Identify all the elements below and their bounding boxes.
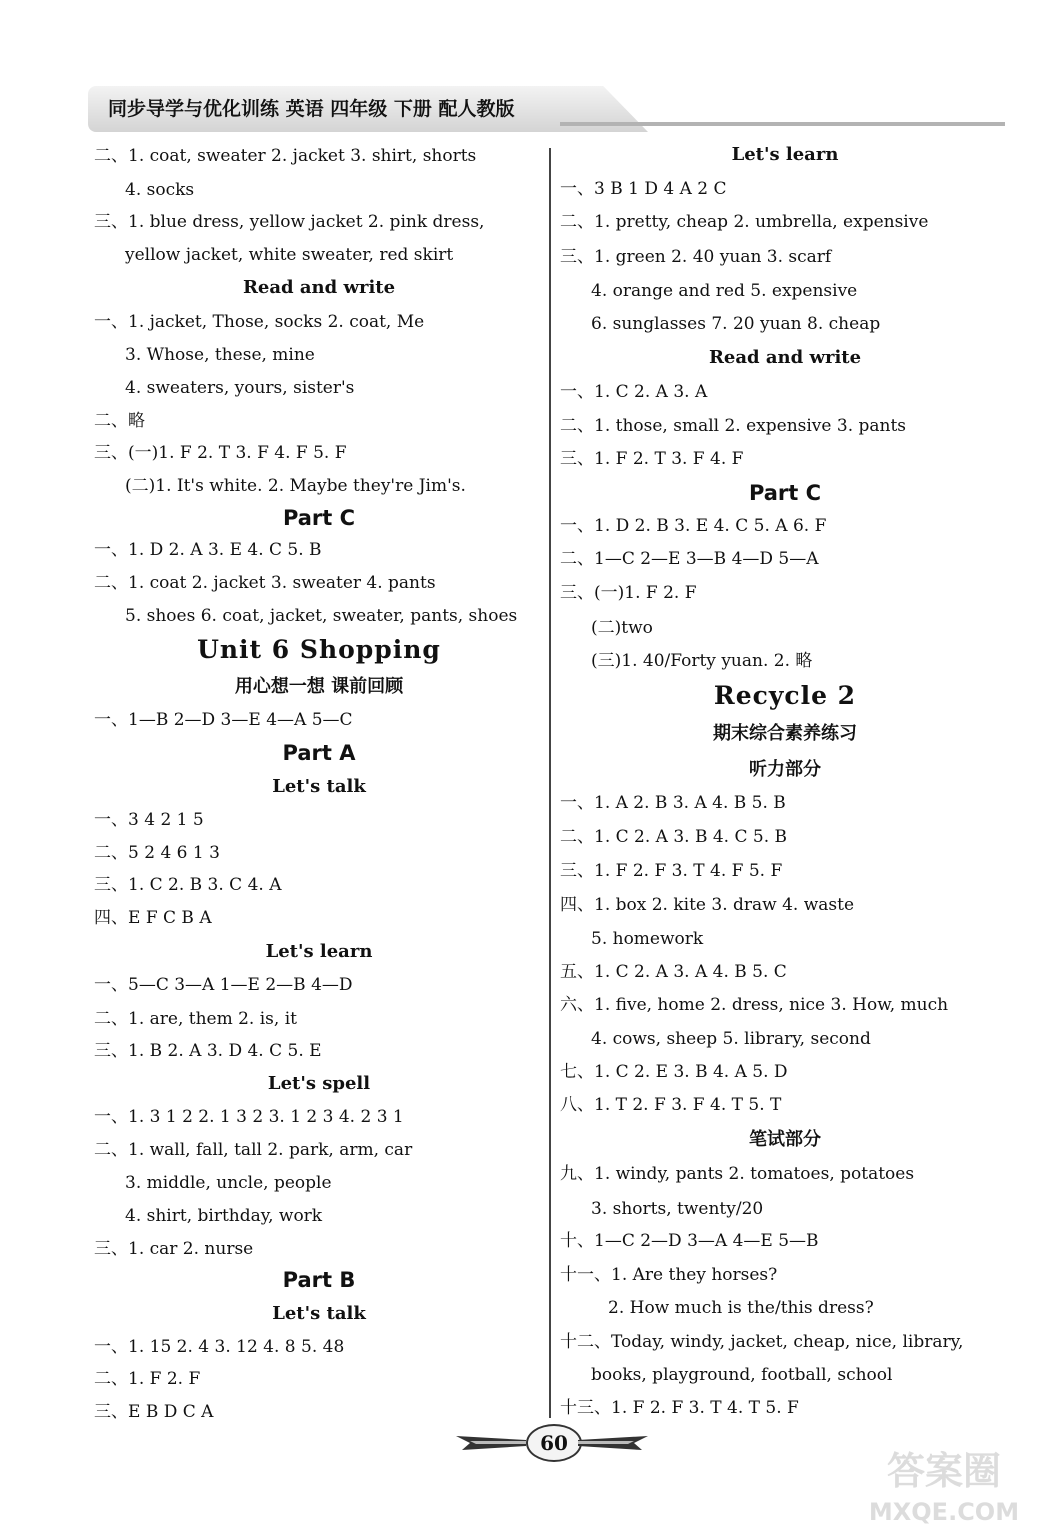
- answer-line: 五、1. C 2. A 3. A 4. B 5. C: [560, 962, 787, 982]
- answer-line: 二、1. those, small 2. expensive 3. pants: [560, 416, 907, 436]
- page-number: 60: [526, 1424, 582, 1462]
- answer-line: 一、1. C 2. A 3. A: [560, 382, 708, 402]
- left-ornament-icon: [456, 1432, 526, 1452]
- section-heading: Part C: [748, 481, 822, 505]
- answer-line: 一、5—C 3—A 1—E 2—B 4—D: [94, 975, 353, 995]
- answer-line: 6. sunglasses 7. 20 yuan 8. cheap: [591, 314, 881, 334]
- answer-line: 二、1. pretty, cheap 2. umbrella, expensive: [560, 212, 929, 232]
- answer-line: 八、1. T 2. F 3. F 4. T 5. T: [560, 1095, 782, 1115]
- section-heading: Read and write: [708, 347, 862, 368]
- answer-line: 5. homework: [591, 929, 704, 949]
- answer-line: 三、1. blue dress, yellow jacket 2. pink dress,: [94, 212, 485, 232]
- answer-line: 四、E F C B A: [94, 908, 212, 928]
- section-heading: Let's talk: [272, 776, 366, 797]
- answer-line: 六、1. five, home 2. dress, nice 3. How, much: [560, 995, 949, 1015]
- answer-line: (二)two: [591, 618, 653, 638]
- watermark-url: MXQE.COM: [868, 1498, 1020, 1526]
- answer-line: 三、1. C 2. B 3. C 4. A: [94, 875, 282, 895]
- answer-line: 三、1. F 2. F 3. T 4. F 5. F: [560, 861, 783, 881]
- section-heading: Part B: [282, 1268, 356, 1292]
- answer-line: 2. How much is the/this dress?: [608, 1298, 874, 1318]
- answer-line: 4. orange and red 5. expensive: [591, 281, 858, 301]
- answer-line: 二、1. coat 2. jacket 3. sweater 4. pants: [94, 573, 436, 593]
- answer-line: 一、1. 15 2. 4 3. 12 4. 8 5. 48: [94, 1337, 345, 1357]
- answer-line: 三、(一)1. F 2. F: [560, 583, 697, 603]
- section-heading: 笔试部分: [749, 1129, 821, 1150]
- section-heading: 期末综合素养练习: [713, 723, 857, 744]
- answer-line: 5. shoes 6. coat, jacket, sweater, pants, shoes: [125, 606, 518, 626]
- answer-line: 二、1. C 2. A 3. B 4. C 5. B: [560, 827, 788, 847]
- column-divider: [549, 148, 551, 1418]
- answer-line: 三、(一)1. F 2. T 3. F 4. F 5. F: [94, 443, 347, 463]
- section-heading: Let's talk: [272, 1303, 366, 1324]
- answer-line: 二、1. F 2. F: [94, 1369, 201, 1389]
- answer-line: 三、1. car 2. nurse: [94, 1239, 254, 1259]
- answer-line: (三)1. 40/Forty yuan. 2. 略: [591, 651, 813, 671]
- answer-line: 3. shorts, twenty/20: [591, 1199, 764, 1219]
- watermark-logo-icon: [854, 1440, 1034, 1530]
- answer-line: 十二、Today, windy, jacket, cheap, nice, library,: [560, 1332, 964, 1352]
- answer-line: 二、1. are, them 2. is, it: [94, 1009, 297, 1029]
- answer-line: 三、1. B 2. A 3. D 4. C 5. E: [94, 1041, 322, 1061]
- answer-line: 二、1. coat, sweater 2. jacket 3. shirt, shorts: [94, 146, 477, 166]
- right-ornament-icon: [578, 1432, 648, 1452]
- section-heading: Let's learn: [265, 941, 373, 962]
- answer-line: 3. middle, uncle, people: [125, 1173, 332, 1193]
- page-footer: [456, 1424, 648, 1460]
- answer-line: 4. sweaters, yours, sister's: [125, 378, 355, 398]
- answer-line: 四、1. box 2. kite 3. draw 4. waste: [560, 895, 855, 915]
- answer-line: 二、1. wall, fall, tall 2. park, arm, car: [94, 1140, 413, 1160]
- section-heading: 用心想一想 课前回顾: [234, 676, 404, 697]
- answer-line: 九、1. windy, pants 2. tomatoes, potatoes: [560, 1164, 915, 1184]
- section-heading: 听力部分: [749, 759, 821, 780]
- watermark-text: 答案圈: [886, 1449, 1002, 1493]
- answer-line: 三、E B D C A: [94, 1402, 214, 1422]
- section-heading: Let's learn: [731, 144, 839, 165]
- answer-line: books, playground, football, school: [591, 1365, 893, 1385]
- answer-line: 一、1—B 2—D 3—E 4—A 5—C: [94, 710, 353, 730]
- answer-line: 一、1. jacket, Those, socks 2. coat, Me: [94, 312, 425, 332]
- answer-line: 一、1. 3 1 2 2. 1 3 2 3. 1 2 3 4. 2 3 1: [94, 1107, 404, 1127]
- answer-line: 一、3 B 1 D 4 A 2 C: [560, 179, 727, 199]
- answer-line: 七、1. C 2. E 3. B 4. A 5. D: [560, 1062, 788, 1082]
- section-heading: Part C: [282, 506, 356, 530]
- answer-line: 4. socks: [125, 180, 195, 200]
- answer-line: 十三、1. F 2. F 3. T 4. T 5. F: [560, 1398, 799, 1418]
- answer-line: (二)1. It's white. 2. Maybe they're Jim's.: [125, 476, 466, 496]
- answer-line: yellow jacket, white sweater, red skirt: [125, 245, 454, 265]
- section-heading: Read and write: [242, 277, 396, 298]
- answer-line: 3. Whose, these, mine: [125, 345, 315, 365]
- answer-line: 4. cows, sheep 5. library, second: [591, 1029, 871, 1049]
- answer-line: 一、1. D 2. A 3. E 4. C 5. B: [94, 540, 322, 560]
- answer-line: 十、1—C 2—D 3—A 4—E 5—B: [560, 1231, 819, 1251]
- answer-line: 一、3 4 2 1 5: [94, 810, 204, 830]
- answer-line: 二、1—C 2—E 3—B 4—D 5—A: [560, 549, 819, 569]
- header-rule: [560, 122, 1005, 126]
- answer-line: 十一、1. Are they horses?: [560, 1265, 778, 1285]
- section-heading: Part A: [282, 741, 356, 765]
- answer-line: 二、5 2 4 6 1 3: [94, 843, 220, 863]
- answer-line: 一、1. A 2. B 3. A 4. B 5. B: [560, 793, 786, 813]
- answer-line: 4. shirt, birthday, work: [125, 1206, 323, 1226]
- answer-line: 三、1. green 2. 40 yuan 3. scarf: [560, 247, 832, 267]
- answer-line: 三、1. F 2. T 3. F 4. F: [560, 449, 744, 469]
- section-heading: Let's spell: [267, 1073, 371, 1094]
- section-heading: Recycle 2: [713, 681, 857, 710]
- book-title: 同步导学与优化训练 英语 四年级 下册 配人教版: [108, 98, 515, 120]
- answer-line: 二、略: [94, 411, 145, 431]
- answer-line: 一、1. D 2. B 3. E 4. C 5. A 6. F: [560, 516, 827, 536]
- section-heading: Unit 6 Shopping: [197, 635, 441, 664]
